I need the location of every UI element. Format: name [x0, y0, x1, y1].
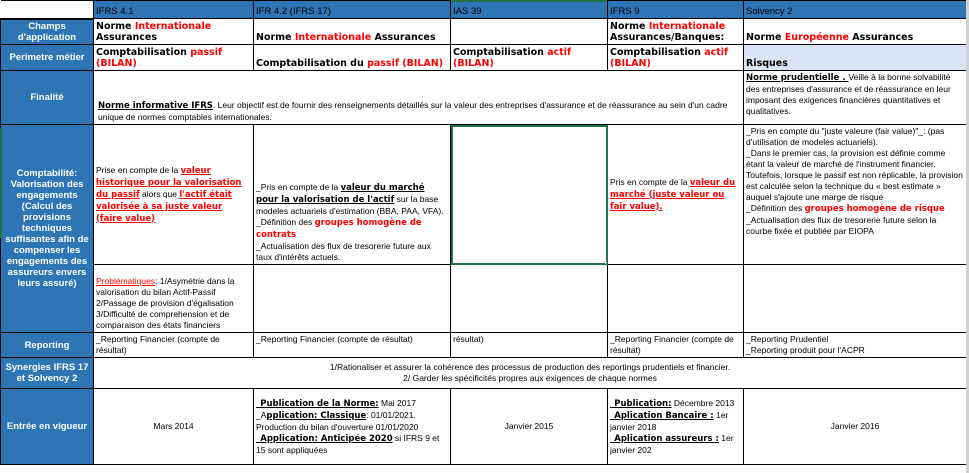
cell-comptabilite-ias39-selected[interactable] [451, 125, 608, 265]
text-bold: pplication: Classique [266, 410, 367, 421]
text-highlight: passif [190, 47, 223, 58]
text: Mai 2017 [378, 397, 416, 408]
text: : 01/01/2021. Production du bilan d'ouverture 01/01/2020 [256, 409, 419, 432]
row-synergies [1, 358, 967, 389]
text: 1er janvier 202 [610, 432, 734, 455]
text-highlight: Internationale [648, 21, 726, 32]
cell-finalite-ifrs[interactable] [94, 71, 744, 125]
column-header-ifrs17[interactable]: IFR 4.2 (IFRS 17) [254, 1, 451, 19]
text: Assurances [96, 32, 158, 43]
text: _Pris en compte du "juste valeure (fair value)"_: (pas d'utilisation de modeles actuariels). [746, 126, 945, 147]
text-highlight: passif (BILAN) [367, 58, 444, 69]
cell-champs-ias39[interactable] [451, 19, 608, 45]
text: _Actualisation des flux de tresorerie future selon la courbe fixée et publiée par EIOPA [746, 215, 937, 236]
row-comptabilite [1, 125, 967, 265]
text-highlight: (BILAN) [610, 58, 651, 69]
cell-perimetre-ifrs17[interactable] [254, 45, 451, 71]
text: _Dans le premier cas, la provision est définie comme étant la valeur de marché de l'instrument financier. Toutefois, lorsque le passif est non réplicable, la provision est calculée selon la technique du « best estimate » auquel s'ajoute une marge de risque [746, 148, 963, 202]
cell-entree-ifrs17[interactable] [254, 389, 451, 465]
text: Décembre 2013 [671, 397, 735, 408]
row-reporting [1, 333, 967, 358]
text-bold: _Publication: [610, 398, 672, 409]
row-champs [1, 19, 967, 45]
cell-reporting-ifrs17[interactable]: _Reporting Financier (compte de résultat) [254, 333, 451, 358]
row-label-champs[interactable]: Champs d'application [1, 19, 94, 45]
cell-comptabilite-ifrs17[interactable] [254, 125, 451, 265]
cell-reporting-ifrs9[interactable]: _Reporting Financier (compte de résultat) [608, 333, 744, 358]
text: Norme [96, 21, 135, 32]
text: 2/ Garder les spécificités propres aux exigences de chaque normes [403, 373, 657, 383]
row-label-comptabilite[interactable]: Comptabilité: Valorisation des engagements (Calcul des provisions techniques suffisantes afin de compenser les engagements des assureurs envers leurs assuré) [1, 125, 94, 333]
cell-reporting-ias39[interactable]: résultat) [451, 333, 608, 358]
cell-comptabilite-solvency2[interactable] [744, 125, 967, 265]
text: Assurances [371, 32, 436, 43]
text: _Actualisation des flux de tresorerie future aux taux d'intérêts actuels. [256, 241, 431, 262]
text: _Définition des [256, 217, 315, 227]
text: Veille à la bonne solvabilité des entreprises d'assurance et de réassurance en leur imposant des exigences financières quantitatives et qualitatives. [746, 72, 951, 116]
fill-handle[interactable] [605, 262, 608, 265]
row-label-entree[interactable]: Entrée en vigueur [1, 389, 94, 465]
cell-champs-solvency2[interactable] [744, 19, 967, 45]
cell-champs-ifrs9[interactable] [608, 19, 744, 45]
cell-problematiques-ifrs9[interactable] [608, 265, 744, 333]
cell-perimetre-solvency2[interactable]: Risques [744, 45, 967, 71]
row-label-synergies[interactable]: Synergies IFRS 17 et Solvency 2 [1, 358, 94, 389]
text: si IFRS 9 et 15 sont appliquées [256, 432, 440, 455]
text: Comptabilisation [453, 47, 548, 58]
text: Assurances/Banques: [610, 32, 725, 43]
text-bold: _Publication de la Norme: [256, 398, 379, 409]
text-highlight: groupes homogène de risque [804, 204, 945, 214]
row-finalite [1, 71, 967, 125]
text: _Reporting produit pour l'ACPR [746, 345, 865, 355]
column-header-ias39[interactable]: IAS 39 [451, 1, 608, 19]
text-highlight: Européenne [784, 32, 849, 43]
text: Prise en compte de la [96, 164, 181, 175]
text: Assurances [848, 32, 914, 43]
text-bold: Norme informative IFRS [98, 101, 213, 111]
cell-entree-solvency2[interactable]: Janvier 2016 [744, 389, 967, 465]
text-bold: Norme prudentielle . [746, 73, 849, 83]
row-perimetre [1, 45, 967, 71]
text: 1er janvier 2018 [610, 409, 729, 432]
text-highlight: valeur historique pour la valorisation du passif [96, 165, 242, 200]
text-highlight: (BILAN) [96, 58, 137, 69]
cell-comptabilite-ifrs41[interactable] [94, 125, 254, 265]
text: _A [256, 409, 267, 420]
header-row [1, 1, 967, 19]
text-highlight: actif [704, 47, 729, 58]
text-bold: valeur du marché pour la valorisation de l'actif [256, 183, 425, 205]
cell-finalite-solvency2[interactable] [744, 71, 967, 125]
text: _Pris en compte de la [256, 182, 341, 192]
text: Comptabilisation du [256, 58, 368, 69]
cell-reporting-solvency2[interactable] [744, 333, 967, 358]
text-bold: _Application: Anticipée 2020 [256, 433, 393, 444]
row-label-perimetre[interactable]: Perimetre métier [1, 45, 94, 71]
text: Comptabilisation [96, 47, 191, 58]
text-highlight: actif [547, 47, 572, 58]
cell-synergies[interactable] [94, 358, 967, 389]
text: Pris en compte de la [610, 176, 690, 187]
text: Norme [256, 32, 295, 43]
column-header-solvency2[interactable]: Solvency 2 [744, 1, 967, 19]
row-label-finalite[interactable]: Finalité [1, 71, 94, 125]
text: Norme [746, 32, 785, 43]
cell-entree-ifrs41[interactable]: Mars 2014 [94, 389, 254, 465]
text: Comptabilisation [610, 47, 705, 58]
cell-entree-ifrs9[interactable] [608, 389, 744, 465]
corner-cell[interactable] [1, 1, 94, 19]
cell-perimetre-ifrs41[interactable] [94, 45, 254, 71]
cell-reporting-ifrs41[interactable]: _Reporting Financier (compte de résultat) [94, 333, 254, 358]
cell-problematiques-ifrs17[interactable] [254, 265, 451, 333]
text: _Reporting Prudentiel [746, 334, 829, 344]
text-bold: _Aplication Bancaire : [610, 410, 714, 421]
cell-comptabilite-ifrs9[interactable] [608, 125, 744, 265]
cell-champs-ifrs17[interactable] [254, 19, 451, 45]
cell-problematiques-ifrs41[interactable] [94, 265, 254, 333]
selected-row-indicator [0, 128, 2, 238]
cell-problematiques-solvency2[interactable] [744, 265, 967, 333]
text: : 1/Asymétrie dans la valorisation du bilan Actif-Passif 2/Passage de provision d'égalisation 3/Difficulté de comprehension et de comparaison des états financiers [96, 276, 235, 330]
text-highlight: valeur du marché (juste valeur ou fair value). [610, 177, 736, 212]
text-highlight: Internationale [134, 21, 212, 32]
text: . Leur objectif est de fournir des renseignements détaillés sur la valeur des entreprises d'assurance et de réassurance au sein d'un cadre unique de normes comptables internationales. [98, 100, 728, 122]
text: sur la base modeles actuariels d'estimation (BBA, PAA, VFA). [256, 194, 444, 216]
text-highlight: Problématiques [96, 276, 156, 286]
text: alors que [139, 188, 180, 199]
text: _Définition des [746, 203, 805, 213]
text: Norme [610, 21, 649, 32]
text-highlight: l'actif était valorisée à sa juste valeur (faire value) [96, 189, 232, 224]
column-header-ifrs9[interactable]: IFRS 9 [608, 1, 744, 19]
cell-perimetre-ias39[interactable] [451, 45, 608, 71]
text-highlight: (BILAN) [453, 58, 494, 69]
cell-entree-ias39[interactable]: Janvier 2015 [451, 389, 608, 465]
row-entree [1, 389, 967, 465]
selected-column-indicator [451, 0, 607, 2]
cell-champs-ifrs41[interactable] [94, 19, 254, 45]
cell-perimetre-ifrs9[interactable] [608, 45, 744, 71]
text-highlight: groupes homogène de contrats [256, 218, 422, 240]
column-header-ifrs41[interactable]: IFRS 4.1 [94, 1, 254, 19]
text-bold: _Aplication assureurs : [610, 433, 719, 444]
cell-problematiques-ias39[interactable] [451, 265, 608, 333]
text-highlight: Internationale [294, 32, 372, 43]
row-label-reporting[interactable]: Reporting [1, 333, 94, 358]
text: 1/Rationaliser et assurer la cohérence des processus de production des reportings prudentiels et financier. [329, 362, 731, 372]
row-problematiques [1, 265, 967, 333]
